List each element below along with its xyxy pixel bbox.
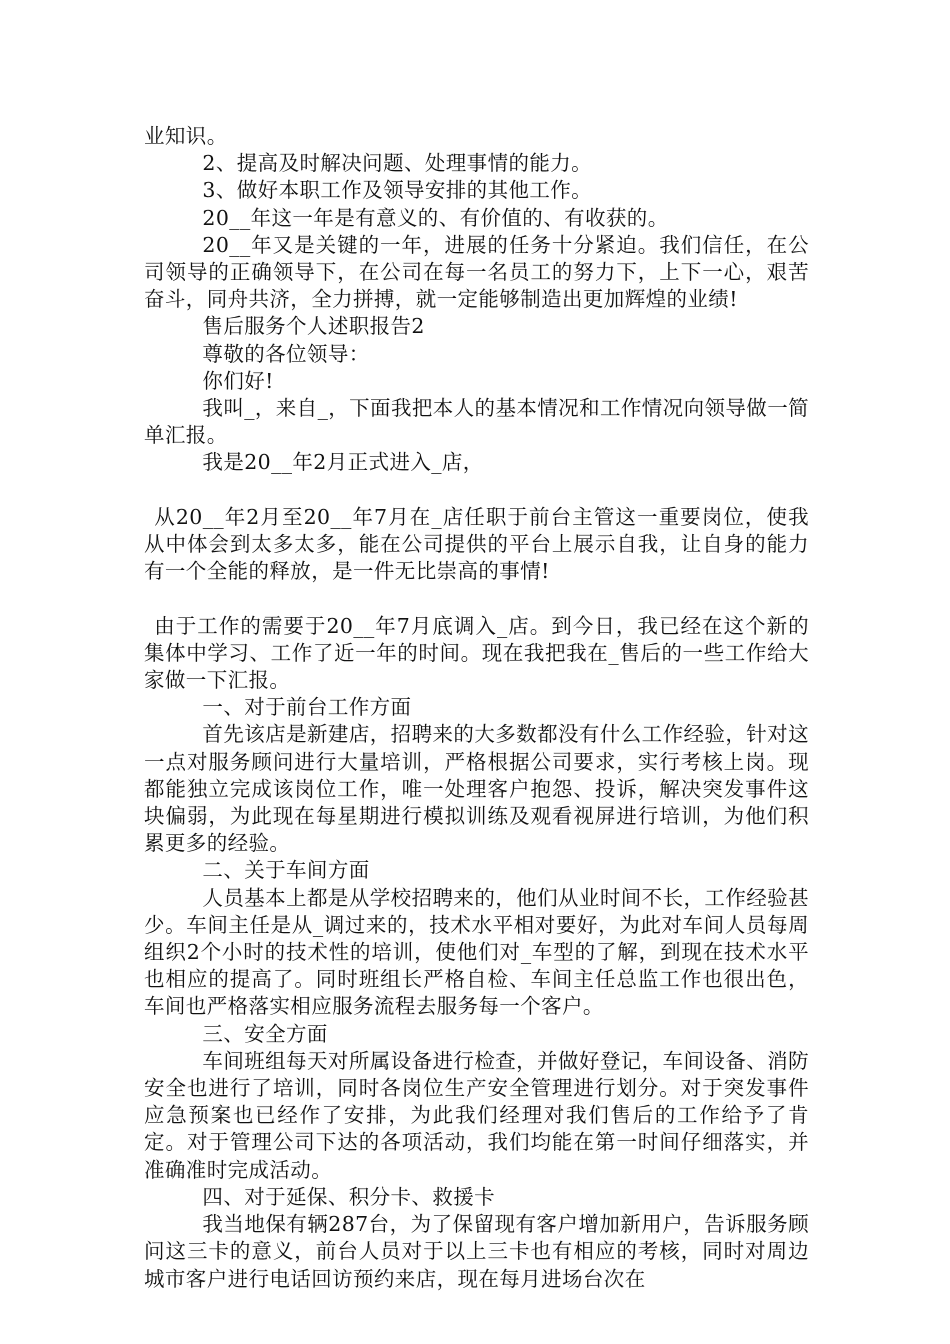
greeting: 你们好! [202,368,274,393]
paragraph: 20__年又是关键的一年，进展的任务十分紧迫。我们信任，在公司领导的正确领导下，在公司在每一名员工的努力下，上下一心，艰苦奋斗，同舟共济，全力拼搏，就一定能够制造出更加辉煌的业绩! [144,232,809,312]
section-heading: 一、对于前台工作方面 [202,695,412,720]
paragraph: 我是20__年2月正式进入_店， [202,450,484,475]
section-heading: 三、安全方面 [202,1021,328,1046]
blank-line [144,477,809,504]
section-heading: 二、关于车间方面 [202,858,370,883]
paragraph: 车间班组每天对所属设备进行检查，并做好登记，车间设备、消防安全也进行了培训，同时各岗位生产安全管理进行划分。对于突发事件应急预案也已经作了安排，为此我们经理对我们售后的工作给予了肯定。对于管理公司下达的各项活动，我们均能在第一时间仔细落实，并准确准时完成活动。 [144,1048,809,1182]
salutation: 尊敬的各位领导： [202,341,370,366]
list-item: 2、提高及时解决问题、处理事情的能力。 [202,151,593,176]
section-heading: 四、对于延保、积分卡、救援卡 [202,1184,496,1209]
document-body [144,123,809,1293]
paragraph: 我当地保有辆287台，为了保留现有客户增加新用户，告诉服务顾问这三卡的意义，前台人员对于以上三卡也有相应的考核，同时对周边城市客户进行电话回访预约来店，现在每月进场台次在 [144,1212,809,1291]
paragraph: 首先该店是新建店，招聘来的大多数都没有什么工作经验，针对这一点对服务顾问进行大量培训，严格根据公司要求，实行考核上岗。现都能独立完成该岗位工作，唯一处理客户抱怨、投诉，解决突发事件这块偏弱，为此现在每星期进行模拟训练及观看视屏进行培训，为他们积累更多的经验。 [144,722,809,856]
paragraph: 由于工作的需要于20__年7月底调入_店。到今日，我已经在这个新的集体中学习、工作了近一年的时间。现在我把我在_售后的一些工作给大家做一下汇报。 [144,613,809,693]
paragraph: 人员基本上都是从学校招聘来的，他们从业时间不长，工作经验甚少。车间主任是从_调过来的，技术水平相对要好，为此对车间人员每周组织2个小时的技术性的培训，使他们对_车型的了解，到现在技术水平也相应的提高了。同时班组长严格自检、车间主任总监工作也很出色，车间也严格落实相应服务流程去服务每一个客户。 [144,885,809,1019]
section-title: 售后服务个人述职报告2 [202,314,425,339]
paragraph: 从20__年2月至20__年7月在_店任职于前台主管这一重要岗位，使我从中体会到太多太多，能在公司提供的平台上展示自我，让自身的能力有一个全能的释放，是一件无比崇高的事情! [144,504,809,584]
list-item: 3、做好本职工作及领导安排的其他工作。 [202,178,593,203]
paragraph: 20__年这一年是有意义的、有价值的、有收获的。 [202,205,669,230]
paragraph: 我叫_，来自_，下面我把本人的基本情况和工作情况向领导做一简单汇报。 [144,396,809,448]
blank-line [144,585,809,612]
paragraph: 业知识。 [144,124,228,148]
